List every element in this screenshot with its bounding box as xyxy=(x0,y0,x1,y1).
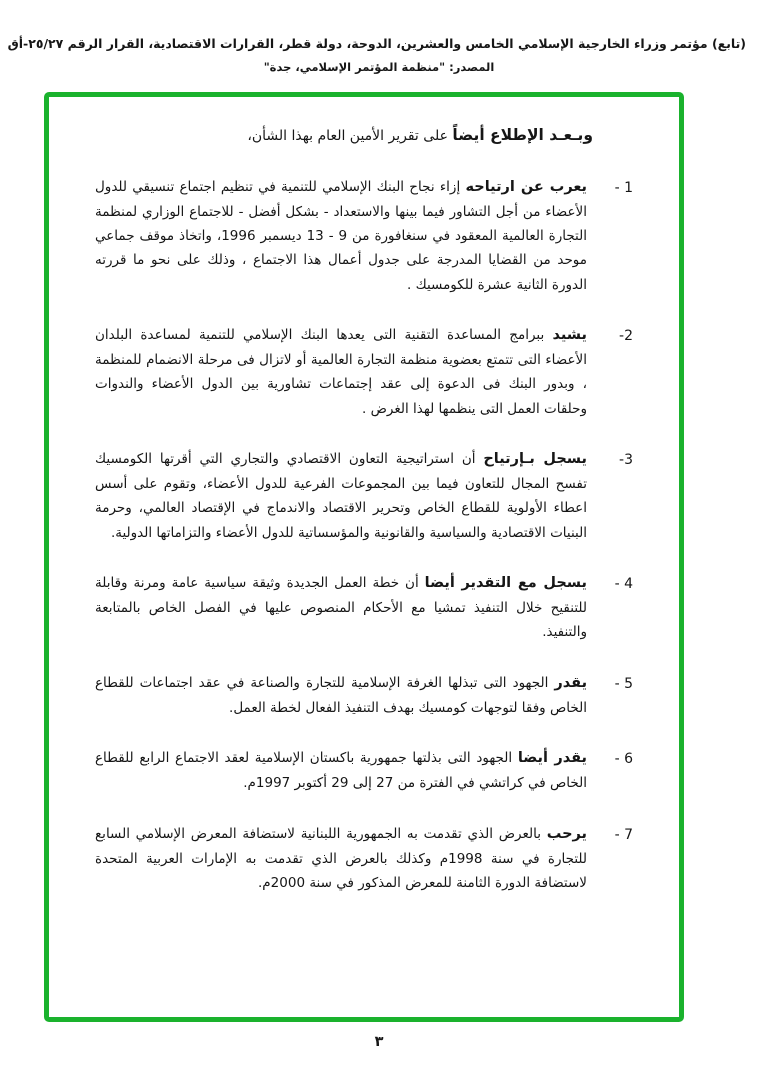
item-number: 5 - xyxy=(614,675,633,692)
item-number: 1 - xyxy=(614,179,633,196)
source-line: المصدر: "منظمة المؤتمر الإسلامي، جدة" xyxy=(263,60,495,74)
item-number: 4 - xyxy=(614,576,633,593)
item-number: 2- xyxy=(619,328,633,345)
item-body-text: ببرامج المساعدة التقنية التى يعدها البنك الإسلامي للتنمية لمساعدة البلدان الأعضاء التى تتمتع بعضوية منظمة التجارة العالمية أو لاتزال فى مرحلة الانضمام للمنظمة ، وبدور البنك فى الدعوة إلى عقد إجتماعات تشاورية بين الدول الأعضاء والندوات وحلقات العمل التى ينظمها لهذا الغرض . xyxy=(95,327,587,417)
preamble-rest-text: على تقرير الأمين العام بهذا الشأن، xyxy=(247,128,448,144)
resolution-item xyxy=(95,446,633,545)
page-number: ٣ xyxy=(374,1034,384,1050)
preamble-line xyxy=(95,123,593,148)
page-header xyxy=(0,0,758,74)
item-lead-bold: يرحب xyxy=(546,825,587,842)
item-text xyxy=(95,670,587,720)
item-lead-bold: يعرب عن ارتياحه xyxy=(465,178,588,195)
item-lead-bold: يقدر xyxy=(554,674,588,691)
item-lead-bold: يقدر أيضا xyxy=(517,750,587,767)
item-body-text: الجهود التى بذلتها جمهورية باكستان الإسلامية لعقد الاجتماع الرابع للقطاع الخاص في كراتشي في الفترة من 27 إلى 29 أكتوبر 1997م. xyxy=(95,750,587,792)
item-lead-bold: يشيد xyxy=(552,327,587,344)
item-body-text: أن استراتيجية التعاون الاقتصادي والتجاري التي أقرتها الكومسيك تفسح المجال للتعاون فيما بين المجموعات الفرعية للدول الأعضاء، وتقوم على أسس اعطاء الأولوية للقطاع الخاص وتحرير الاقتصاد والاندماج في الإقتصاد العالمي، وحرمة البنيات الاقتصادية والسياسية والقانونية والمؤسساتية للدول الأعضاء والتزاماتها الدولية. xyxy=(95,451,587,541)
item-number: 3- xyxy=(619,452,633,469)
resolution-items-list xyxy=(95,174,633,895)
preamble-bold-text: وبـعـد الإطلاع أيضاً xyxy=(452,126,593,144)
item-text xyxy=(95,570,587,645)
item-number: 6 - xyxy=(614,751,633,768)
item-lead-bold: يسجل مع التقدير أيضا xyxy=(424,575,587,592)
resolution-item xyxy=(95,821,633,896)
conference-title-line: (تابع) مؤتمر وزراء الخارجية الإسلامي الخامس والعشرين، الدوحة، دولة قطر، القرارات الاقتصادية، القرار الرقم ٢٥/٢٧-أق xyxy=(7,36,746,51)
resolution-item xyxy=(95,322,633,421)
item-body-text: إزاء نجاح البنك الإسلامي للتنمية في تنظيم اجتماع تنسيقي للدول الأعضاء من أجل التشاور فيما بينها والاستعداد - بشكل أفضل - للاجتماع الوزاري لمنظمة التجارة العالمية المعقود في سنغافورة من 9 - 13 ديسمبر 1996، واتخاذ موقف جماعي موحد من القضايا المدرجة على جدول أعمال هذا الاجتماع ، وذلك على نحو ما قررته الدورة الثانية عشرة للكومسيك . xyxy=(95,178,587,293)
item-text xyxy=(95,174,587,297)
item-text xyxy=(95,745,587,795)
item-lead-bold: يسجل بـإرتياح xyxy=(483,451,587,468)
resolution-item xyxy=(95,745,633,795)
resolution-item xyxy=(95,570,633,645)
resolution-border-box xyxy=(44,92,684,1022)
resolution-item xyxy=(95,174,633,297)
item-body-text: الجهود التى تبذلها الغرفة الإسلامية للتجارة والصناعة في عقد اجتماعات للقطاع الخاص وفقا لتوجهات كومسيك بهدف التنفيذ الفعال لخطة العمل. xyxy=(95,674,587,716)
item-body-text: بالعرض الذي تقدمت به الجمهورية اللبنانية لاستضافة المعرض الإسلامي السابع للتجارة في سنة 1998م وكذلك بالعرض الذي تقدمت به الإمارات العربية المتحدة لاستضافة الدورة الثامنة للمعرض المذكور في سنة 2000م. xyxy=(95,825,587,891)
resolution-item xyxy=(95,670,633,720)
item-body-text: أن خطة العمل الجديدة وثيقة سياسية عامة ومرنة وقابلة للتنقيح خلال التنفيذ تمشيا مع الأحكام المنصوص عليها في الفصل الخاص بالمتابعة والتنفيذ. xyxy=(95,575,587,641)
item-text xyxy=(95,821,587,896)
item-number: 7 - xyxy=(614,826,633,843)
item-text xyxy=(95,322,587,421)
item-text xyxy=(95,446,587,545)
